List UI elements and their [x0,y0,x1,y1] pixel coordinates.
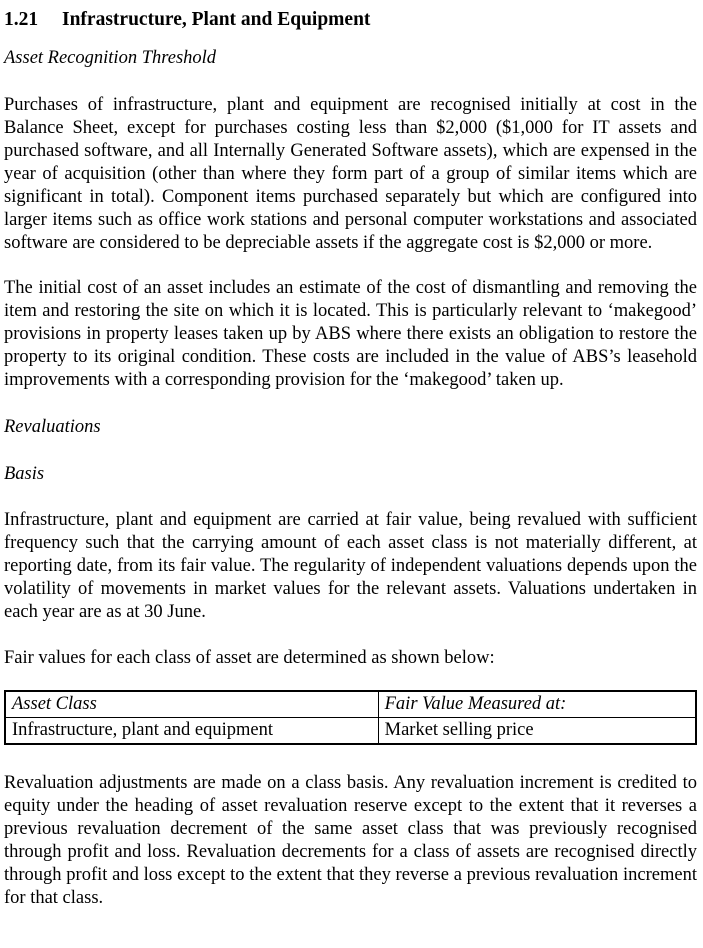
paragraph-initial-cost: The initial cost of an asset includes an estimate of the cost of dismantling and removing the item and restoring the site on which it is located. This is particularly relevant to ‘makegood’ provisions in property leases taken up by ABS where there exists an obligation to restore the property to its original condition. These costs are included in the value of ABS’s leasehold improvements with a corresponding provision for the ‘makegood’ taken up. [4,278,697,390]
paragraph-revaluation-adjustments: Revaluation adjustments are made on a class basis. Any revaluation increment is credited to equity under the heading of asset revaluation reserve except to the extent that it reverses a previous revaluation decrement of the same asset class that was previously recognised through profit and loss. Revaluation decrements for a class of assets are recognised directly through profit and loss except to the extent that they reverse a previous revaluation increment for that class. [4,773,697,908]
fair-value-table [4,690,697,745]
section-heading [4,8,697,31]
table-cell-fair-value: Market selling price [378,718,696,745]
table-cell-asset-class: Infrastructure, plant and equipment [5,718,378,745]
paragraph-purchases: Purchases of infrastructure, plant and equipment are recognised initially at cost in the Balance Sheet, except for purchases costing less than $2,000 ($1,000 for IT assets and purchased software, and all Internally Generated Software assets), which are expensed in the year of acquisition (other than where they form part of a group of similar items which are significant in total). Component items purchased separately but which are configured into larger items such as office work stations and personal computer workstations and associated software are considered to be depreciable assets if the aggregate cost is $2,000 or more. [4,95,697,253]
table-header-row [5,691,696,718]
table-header-asset-class: Asset Class [5,691,378,718]
table-row [5,718,696,745]
paragraph-table-intro: Fair values for each class of asset are determined as shown below: [4,648,495,668]
paragraph-fair-value: Infrastructure, plant and equipment are carried at fair value, being revalued with sufficient frequency such that the carrying amount of each asset class is not materially different, at reporting date, from its fair value. The regularity of independent valuations depends upon the volatility of movements in market values for the relevant assets. Valuations undertaken in each year are as at 30 June. [4,510,697,622]
table-header-fair-value-measured-at: Fair Value Measured at: [378,691,696,718]
subheading-asset-recognition-threshold: Asset Recognition Threshold [4,48,217,68]
section-number: 1.21 [4,9,39,30]
section-title: Infrastructure, Plant and Equipment [62,9,371,30]
subheading-revaluations: Revaluations [4,417,101,437]
subheading-basis: Basis [4,464,45,484]
